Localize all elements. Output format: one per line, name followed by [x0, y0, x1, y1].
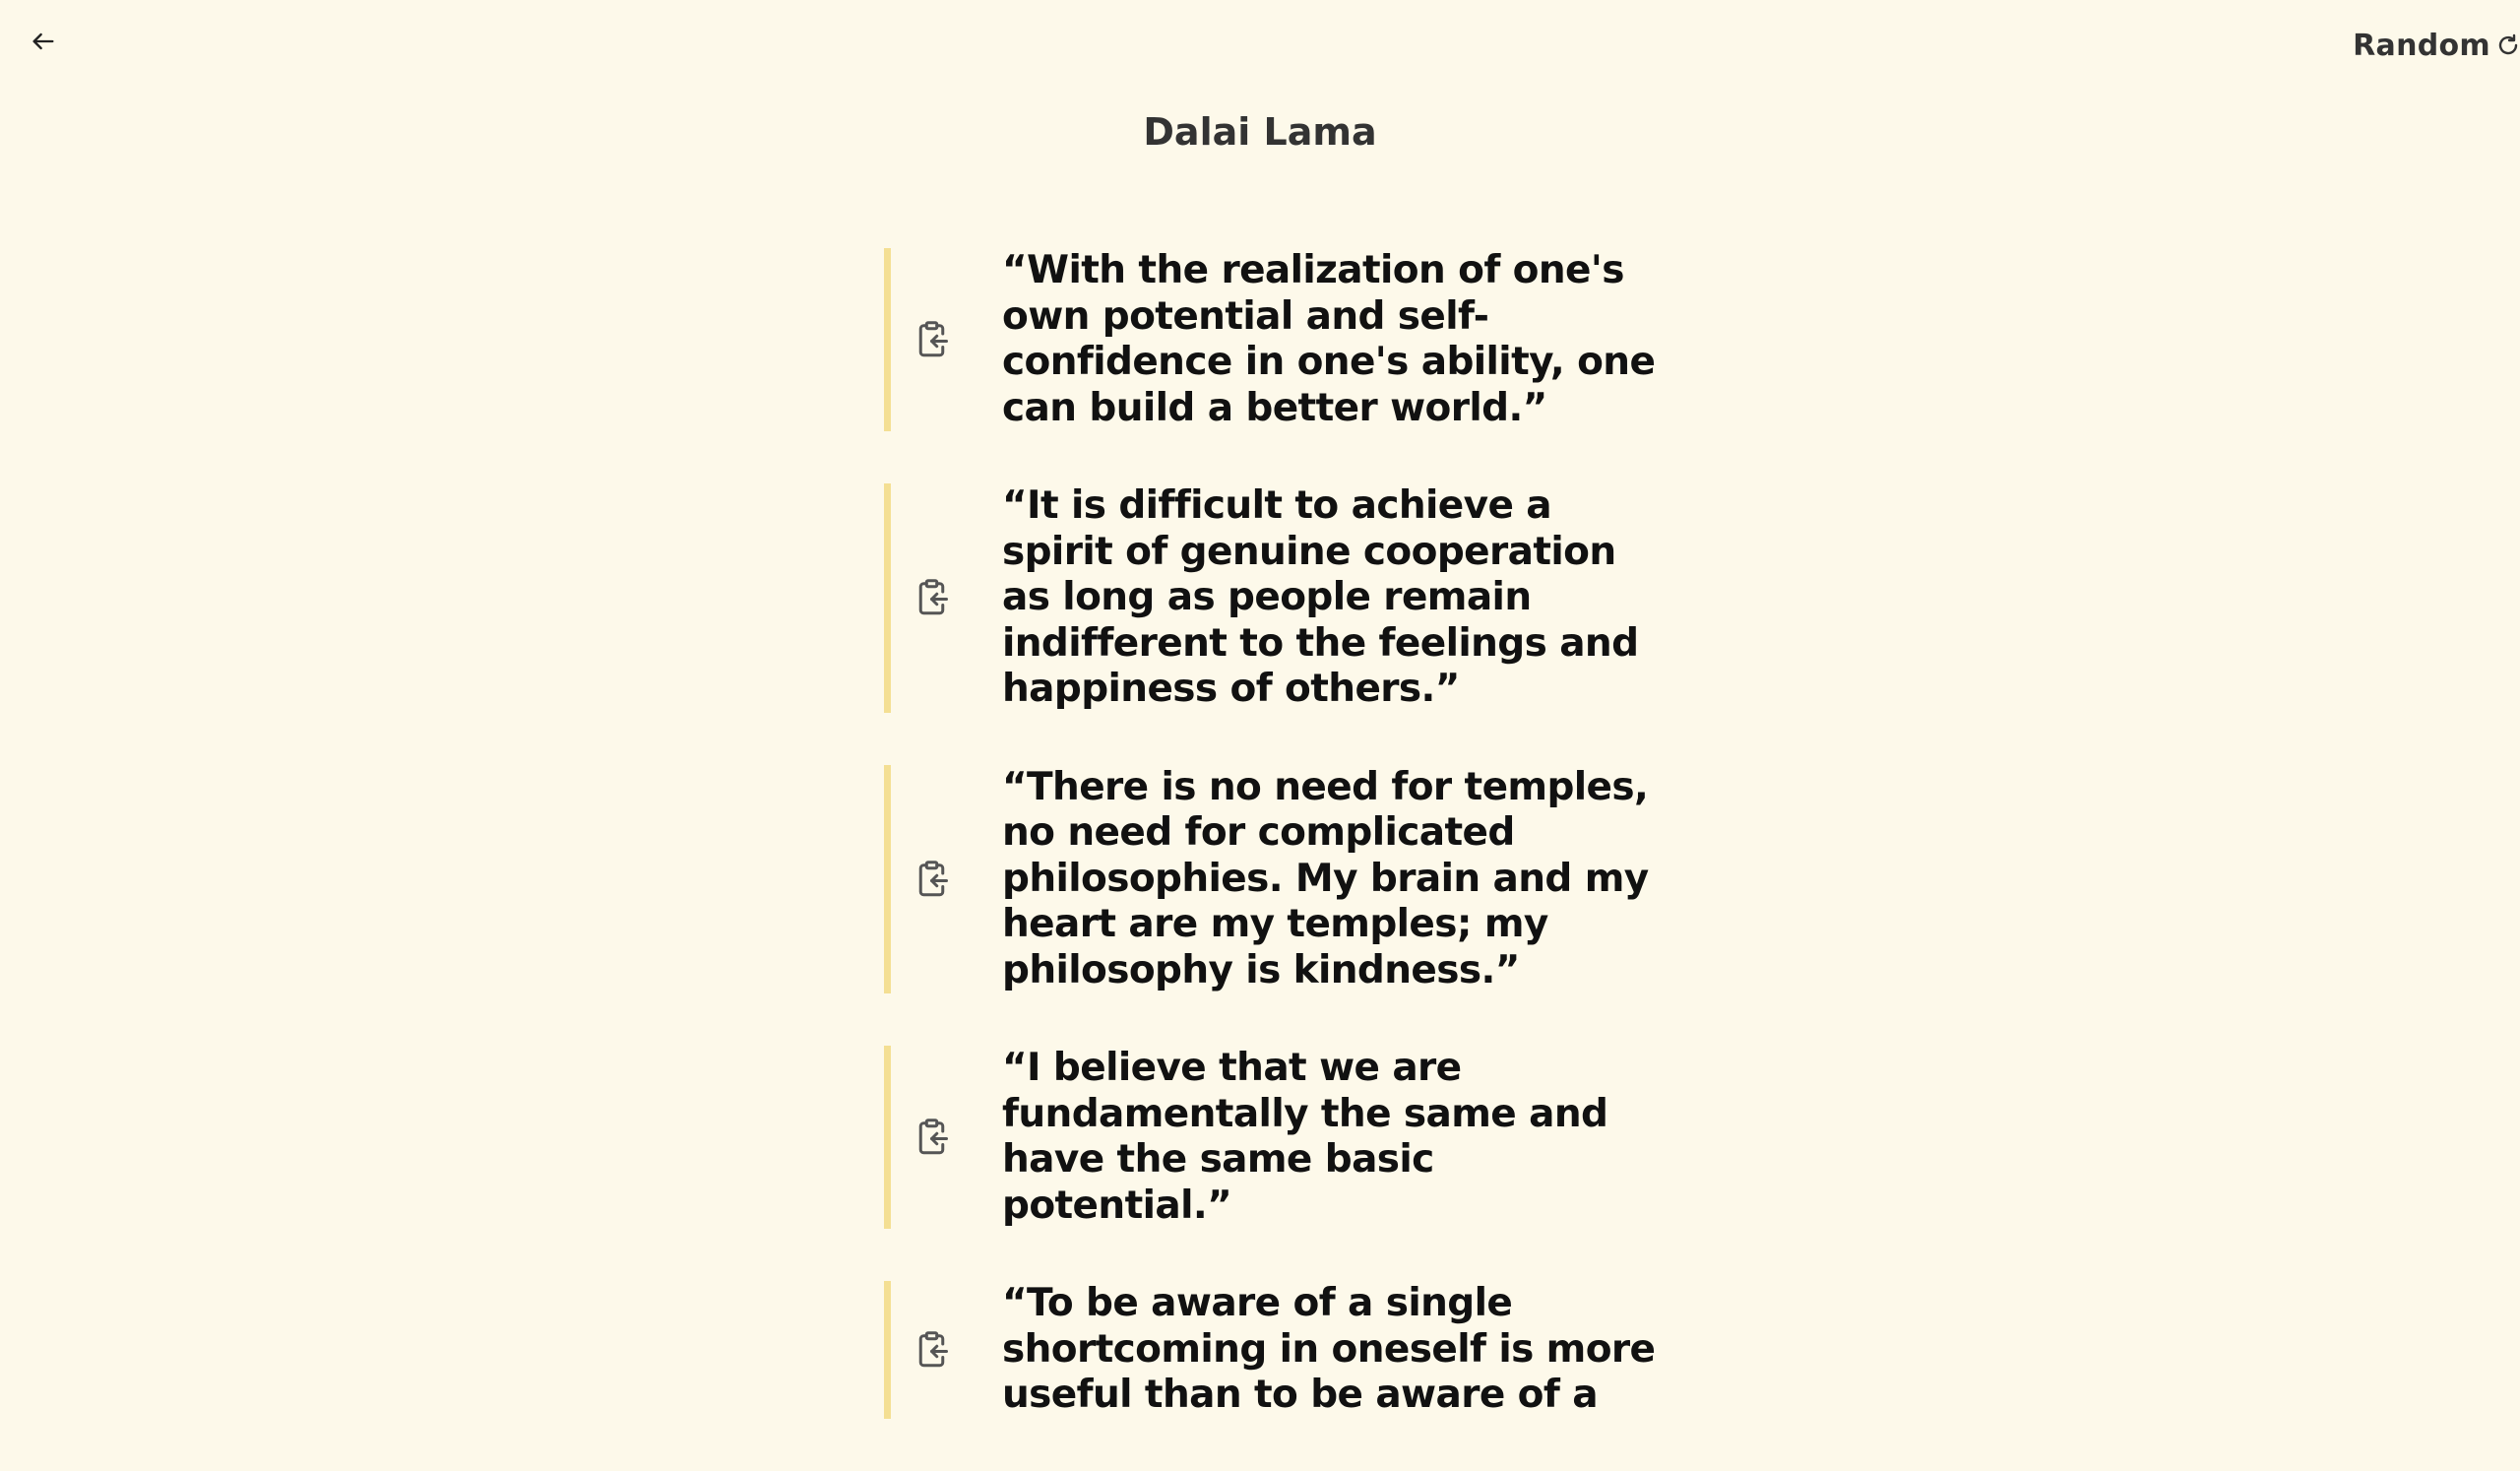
random-button[interactable]: [2353, 24, 2520, 67]
quote-text: “It is difficult to achieve a spirit of genuine cooperation as long as people remain indifferent to the feelings and happiness of others.”: [1002, 483, 1639, 711]
quote-text: “I believe that we are fundamentally the same and have the same basic potential.”: [1002, 1046, 1608, 1228]
quote-text: “To be aware of a single shortcoming in oneself is more useful than to be aware of a: [1002, 1281, 1656, 1417]
copy-quote-button[interactable]: [914, 318, 953, 361]
quote-text: “There is no need for temples, no need for complicated philosophies. My brain and my heart are my temples; my philosophy is kindness.”: [1002, 764, 1649, 992]
quote-item: [884, 483, 1671, 713]
quote-list: [884, 248, 1671, 1471]
arrow-left-icon: [30, 28, 57, 55]
back-button[interactable]: [24, 22, 63, 61]
author-title: Dalai Lama: [1143, 110, 1377, 154]
refresh-icon: [2496, 33, 2520, 57]
clipboard-copy-icon: [915, 578, 951, 617]
clipboard-copy-icon: [915, 320, 951, 359]
copy-quote-button[interactable]: [914, 1116, 953, 1159]
quote-item: [884, 765, 1671, 994]
quote-text: “With the realization of one's own potential and self-confidence in one's ability, one can build a better world.”: [1002, 248, 1656, 430]
quote-item: [884, 248, 1671, 431]
copy-quote-button[interactable]: [914, 576, 953, 619]
copy-quote-button[interactable]: [914, 1328, 953, 1372]
clipboard-copy-icon: [915, 1330, 951, 1370]
clipboard-copy-icon: [915, 860, 951, 899]
copy-quote-button[interactable]: [914, 858, 953, 901]
random-label: Random: [2353, 28, 2490, 63]
quote-item: [884, 1046, 1671, 1229]
quote-item: [884, 1281, 1671, 1419]
clipboard-copy-icon: [915, 1118, 951, 1157]
